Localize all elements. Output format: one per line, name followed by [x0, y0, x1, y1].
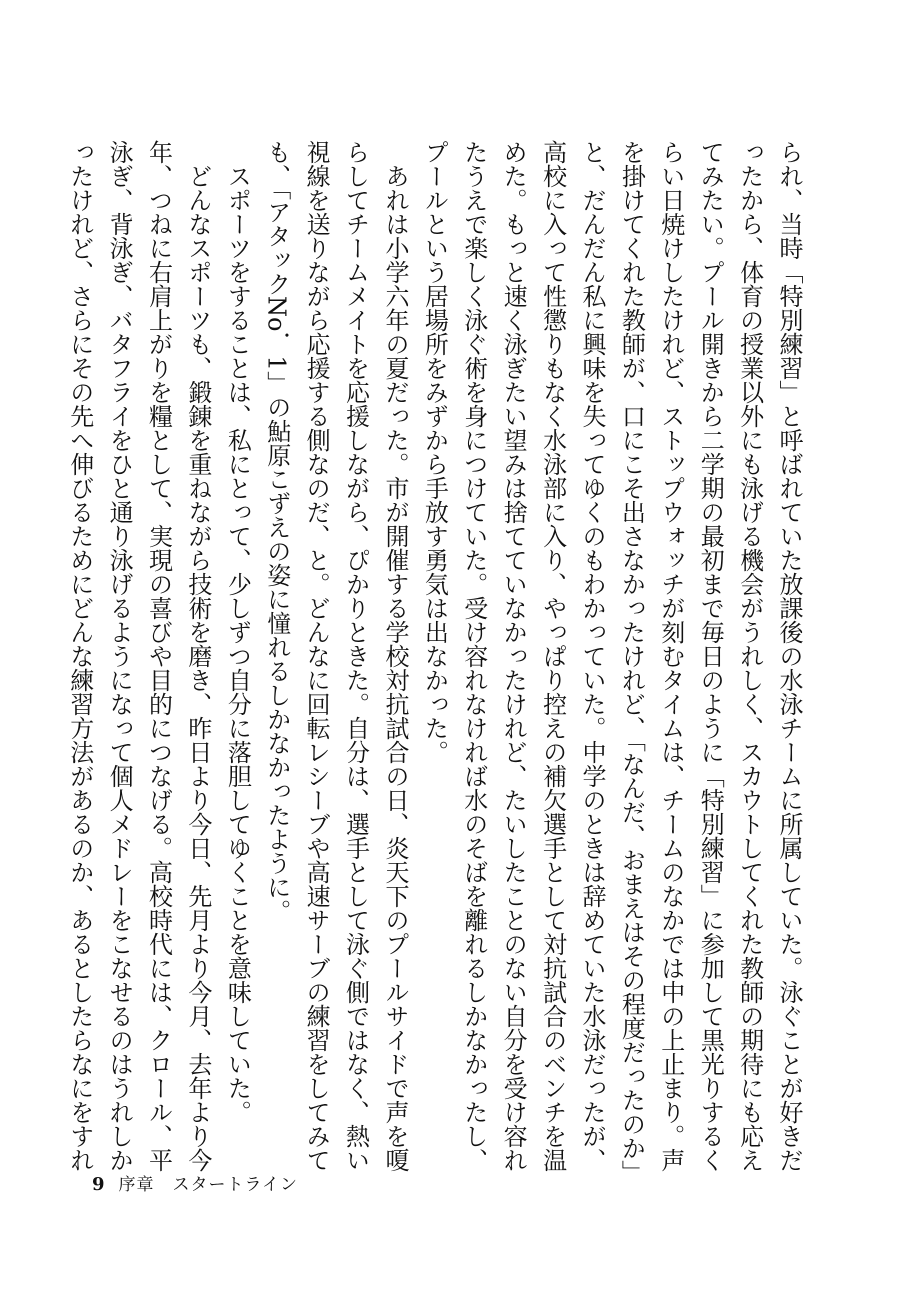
text-line: 高校に入って性懲りもなく水泳部に入り、やっぱり控えの補欠選手として対抗試合のベンチを温	[538, 140, 567, 1172]
text-line: 年、つねに右肩上がりを糧として、実現の喜びや目的につなげる。高校時代には、クロール、平	[144, 140, 173, 1172]
text-line: を掛けてくれた教師が、口にこそ出さなかったけれど、「なんだ、おまえはその程度だったのか」	[617, 140, 646, 1184]
text-line: ったから、体育の授業以外にも泳げる機会がうれしく、スカウトしてくれた教師の期待にも応え	[735, 140, 764, 1172]
text-line: と、だんだん私に興味を失ってゆくのもわかっていた。中学のときは辞めていた水泳だったが、	[577, 140, 606, 1172]
text-line: てみたい。プール開きから二学期の最初まで毎日のように「特別練習」に参加して黒光りするく	[696, 140, 725, 1172]
page-footer	[92, 1170, 298, 1195]
text-line: ったけれど、さらにその先へ伸びるためにどんな練習方法があるのか、あるとしたらなにをすれ	[65, 140, 94, 1172]
text-line: 泳ぎ、背泳ぎ、バタフライをひと通り泳げるようになって個人メドレーをこなせるのはうれしか	[105, 140, 134, 1172]
text-line: らしてチームメイトを応援しながら、ぴかりときた。自分は、選手として泳ぐ側ではなく、熱い	[341, 140, 370, 1172]
text-line: たうえで楽しく泳ぐ術を身につけていた。受け容れなければ水のそばを離れるしかなかったし、	[459, 140, 488, 1172]
text-line: も、「アタックNo．1」の鮎原こずえの姿に憧れるしかなかったように。	[262, 140, 291, 923]
text-line: スポーツをすることは、私にとって、少しずつ自分に落胆してゆくことを意味していた。	[223, 140, 252, 1124]
text-line: らい日焼けしたけれど、ストップウォッチが刻むタイムは、チームのなかでは中の上止まり。声	[656, 140, 685, 1172]
page-number: 9	[92, 1174, 105, 1195]
text-line: プールという居場所をみずから手放す勇気は出なかった。	[420, 140, 449, 764]
text-line: 視線を送りながら応援する側なのだ、と。どんなに回転レシーブや高速サーブの練習をしてみて	[302, 140, 331, 1172]
body-text	[59, 140, 808, 1184]
chapter-title: 序章 スタートライン	[118, 1175, 299, 1195]
text-line: られ、当時「特別練習」と呼ばれていた放課後の水泳チームに所属していた。泳ぐことが好きだ	[775, 140, 803, 1172]
text-line: めた。もっと速く泳ぎたい望みは捨てていなかったけれど、たいしたことのない自分を受け容れ	[499, 140, 528, 1172]
text-line: あれは小学六年の夏だった。市が開催する学校対抗試合の日、炎天下のプールサイドで声を嗄	[380, 140, 409, 1172]
text-line: どんなスポーツも、鍛錬を重ねながら技術を磨き、昨日より今日、先月より今月、去年より今	[183, 140, 212, 1172]
